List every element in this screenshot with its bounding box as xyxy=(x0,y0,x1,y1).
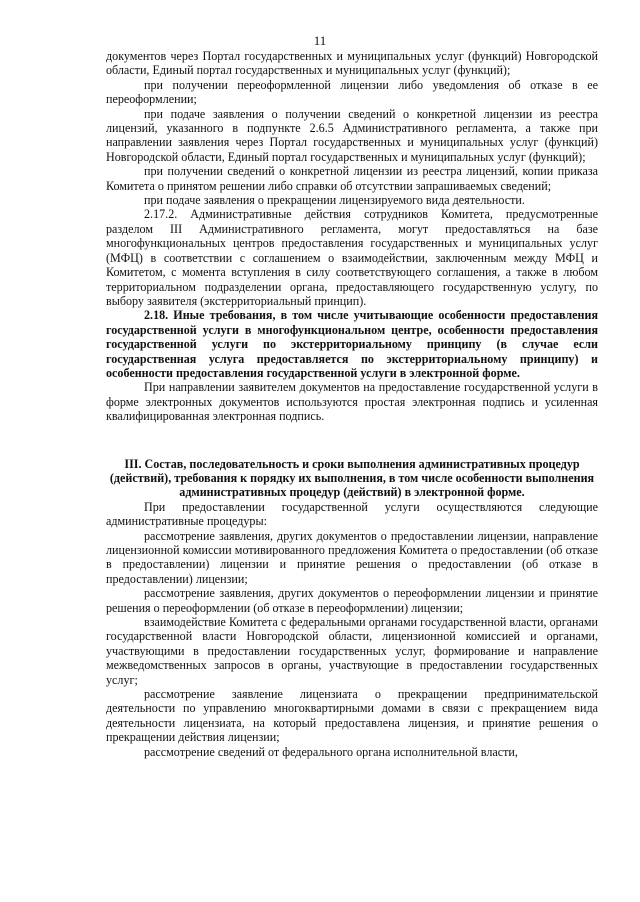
section-2-18-title: 2.18. Иные требования, в том числе учитывающие особенности предоставления государственной услуги в многофункциональном центре, особенности предоставления государственной услуги по экстерриториальному принципу (в случае если государственная услуга предоставляется по экстерриториальному принципу) и особенности предоставления государственной услуги в электронной форме. xyxy=(106,308,598,380)
paragraph: рассмотрение сведений от федерального органа исполнительной власти, xyxy=(144,744,518,759)
paragraph: взаимодействие Комитета с федеральными органами государственной власти, органами государственной власти Новгородской области, лицензионной комиссией и органами, участвующими в предоставлении государственных услуг, формирование и направление межведомственных запросов в органы, участвующие в предоставлении государственных услуг; xyxy=(106,615,598,687)
paragraph: при получении переоформленной лицензии либо уведомления об отказе в ее переоформлении; xyxy=(106,77,598,107)
paragraph: При направлении заявителем документов на предоставление государственной услуги в форме электронных документов используются простая электронная подпись и усиленная квалифицированная электронная подпись. xyxy=(106,380,598,424)
paragraph: при подаче заявления о получении сведений о конкретной лицензии из реестра лицензий, указанного в подпункте 2.6.5 Административного регламента, а также при направлении заявления через Портал государственных и муниципальных услуг (функций) Новгородской области, Единый портал государственных и муниципальных услуг (функций); xyxy=(106,106,598,164)
section-3-heading: III. Состав, последовательность и сроки выполнения административных процедур (действий), требования к порядку их выполнения, в том числе особенности выполнения административных процедур (действий) в электронной форме. xyxy=(109,456,595,500)
page-number: 11 xyxy=(313,33,327,48)
paragraph: рассмотрение заявления, других документов о переоформлении лицензии и принятие решения о переоформлении (об отказе в переоформлении) лицензии; xyxy=(106,586,598,615)
paragraph: рассмотрение заявления, других документов о предоставлении лицензии, направление лицензионной комиссии мотивированного предложения Комитета о предоставлении (об отказе в предоставлении) лицензии и принятие решения о предоставлении (об отказе в предоставлении) лицензии; xyxy=(106,528,598,586)
paragraph: рассмотрение заявление лицензиата о прекращении предпринимательской деятельности по управлению многоквартирными домами в связи с прекращением вида деятельности лицензиата, на который предоставлена лицензия, и принятие решения о прекращении действия лицензии; xyxy=(106,687,598,745)
paragraph: При предоставлении государственной услуги осуществляются следующие административные процедуры: xyxy=(106,499,598,529)
paragraph: при подаче заявления о прекращении лицензируемого вида деятельности. xyxy=(144,193,525,208)
paragraph: 2.17.2. Административные действия сотрудников Комитета, предусмотренные разделом III Административного регламента, могут предоставляться на базе многофункциональных центров предоставления государственных и муниципальных услуг (МФЦ) в соответствии с соглашением о взаимодействии, заключенным между МФЦ и Комитетом, с момента вступления в силу соответствующего соглашения, а также в любом территориальном подразделении органа, предоставляющего государственную услугу, по выбору заявителя (экстерриториальный принцип). xyxy=(106,207,598,308)
paragraph: при получении сведений о конкретной лицензии из реестра лицензий, копии приказа Комитета о принятом решении либо справки об отсутствии запрашиваемых сведений; xyxy=(106,164,598,193)
paragraph: документов через Портал государственных и муниципальных услуг (функций) Новгородской области, Единый портал государственных и муниципальных услуг (функций); xyxy=(106,49,598,78)
document-body xyxy=(106,49,598,759)
